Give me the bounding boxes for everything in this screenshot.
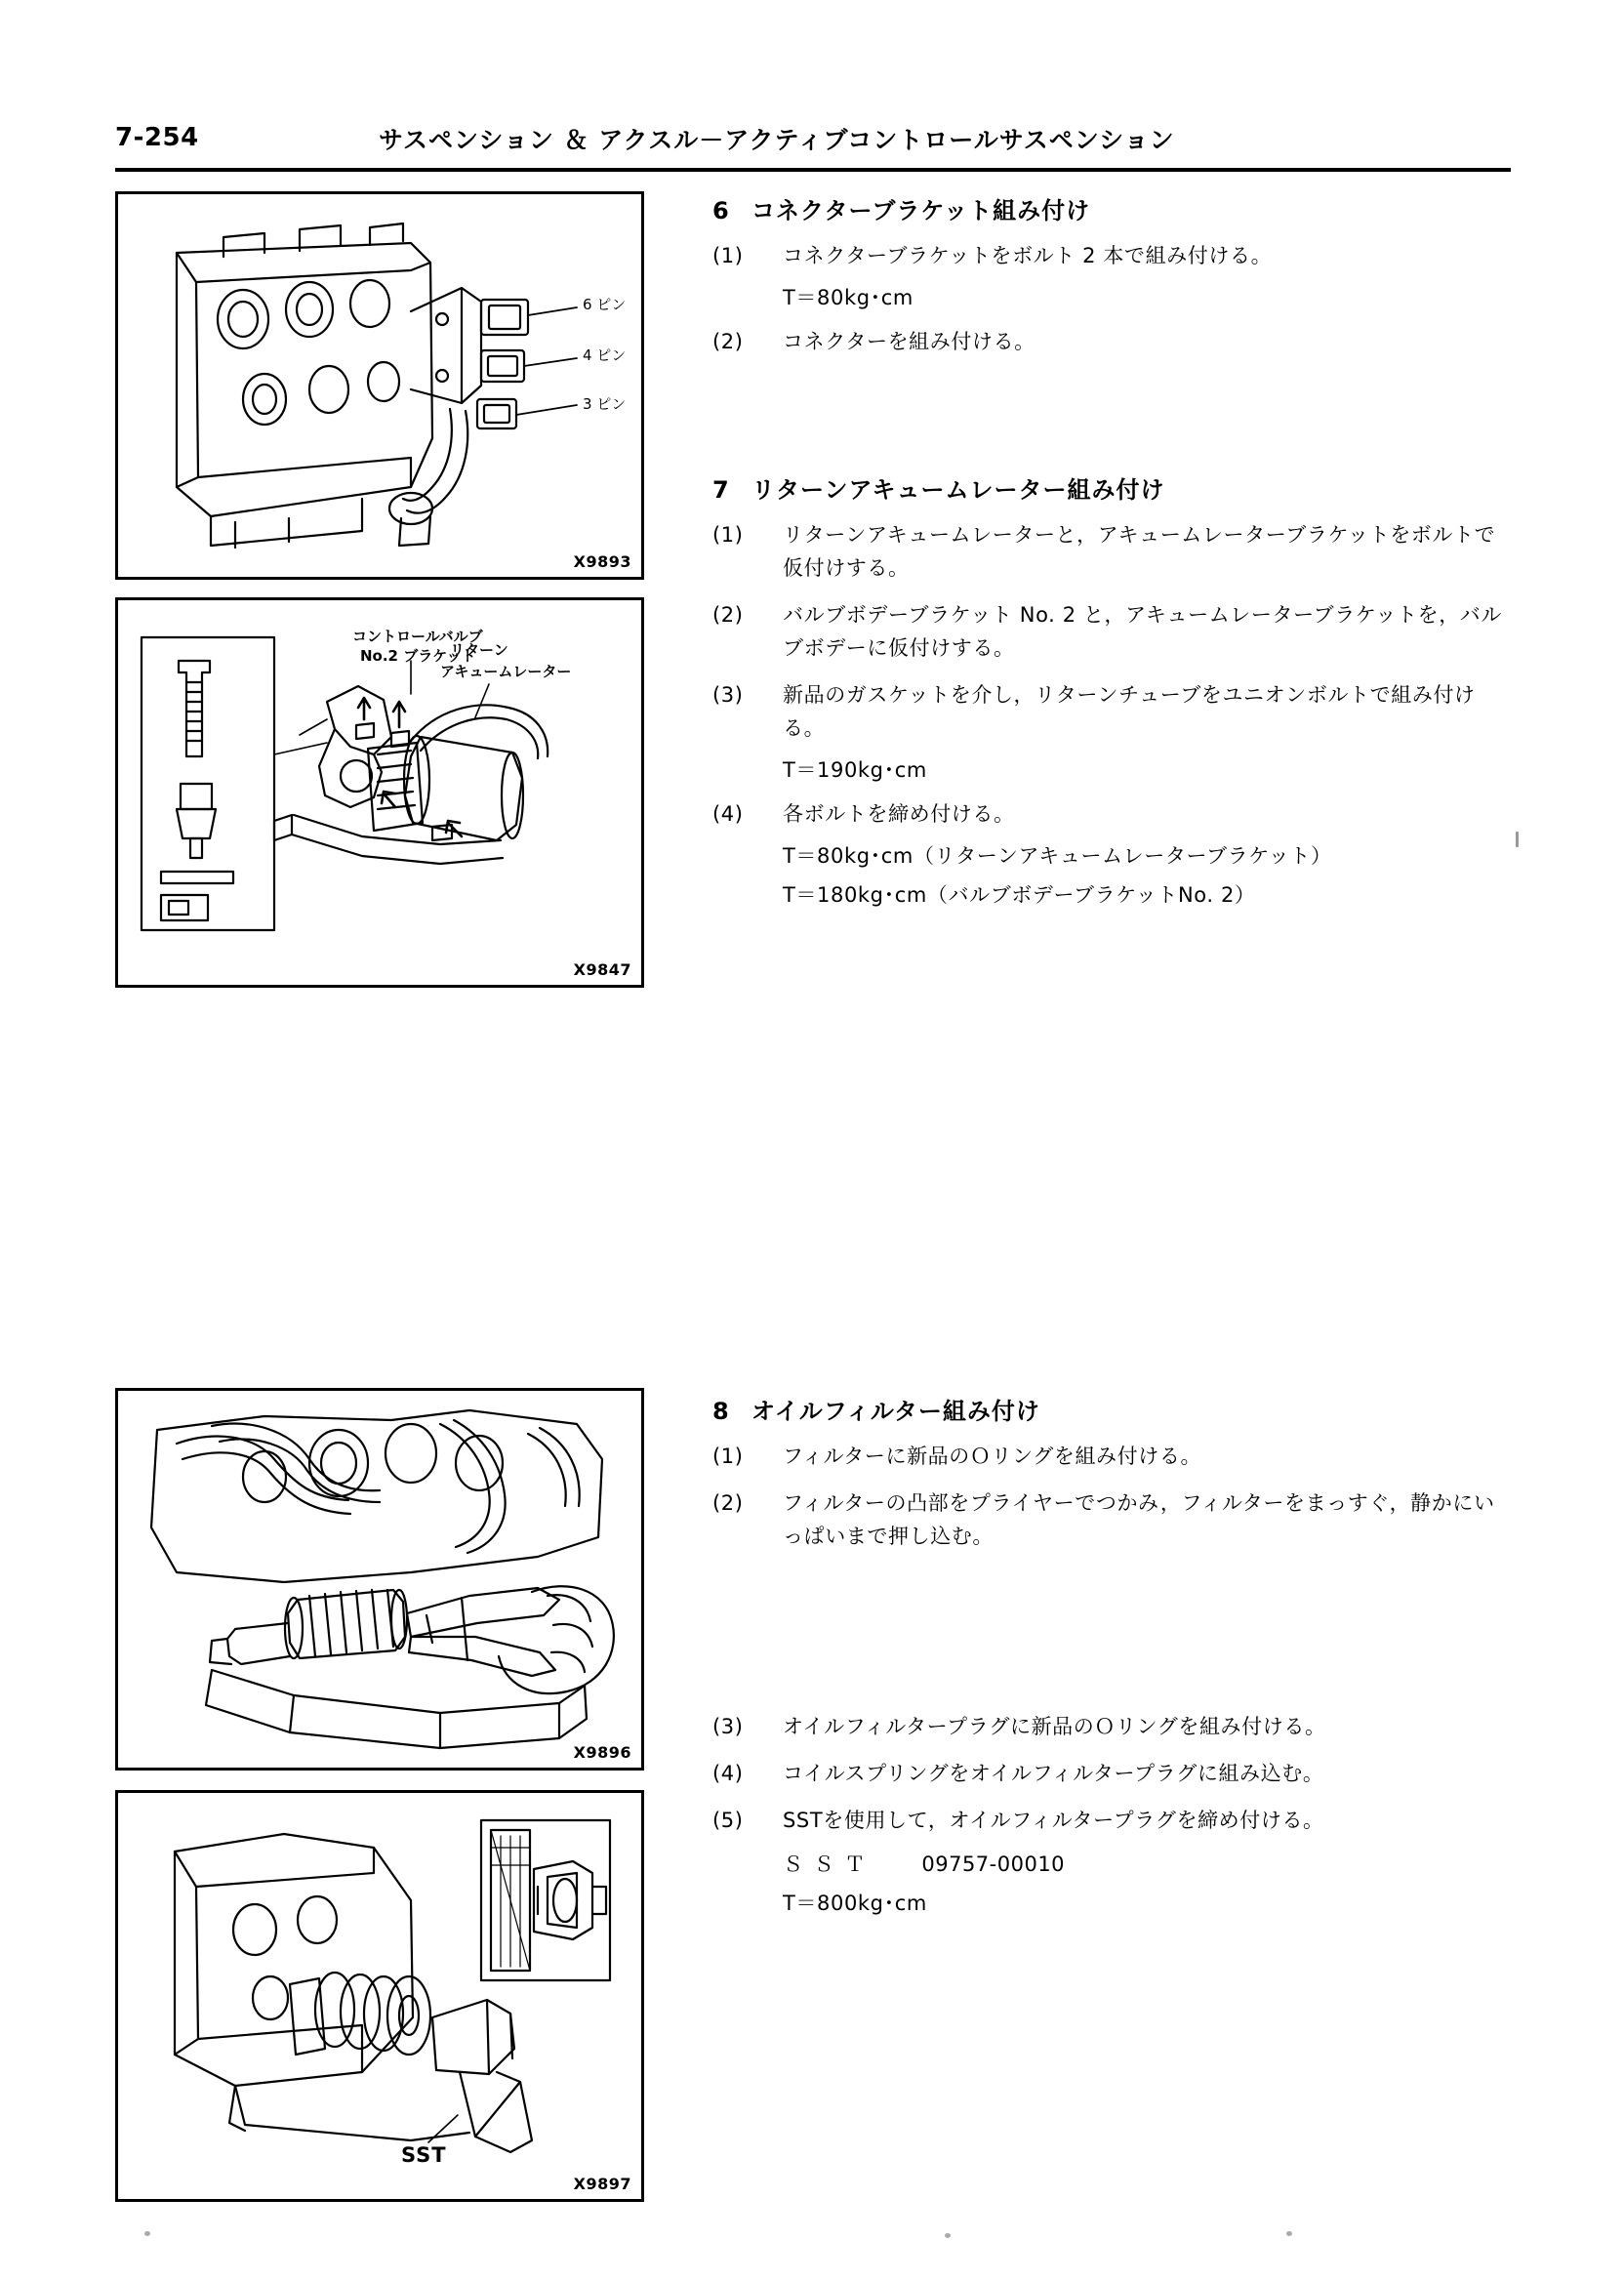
step-text: フィルターの凸部をプライヤーでつかみ，フィルターをまっすぐ，静かにいっぱいまで押し込む。	[783, 1491, 1495, 1549]
page-title: サスペンション ＆ アクスル－アクティブコントロールサスペンション	[379, 126, 1175, 154]
step-marker: (2)	[712, 603, 744, 628]
sst-reference	[712, 1849, 1513, 1878]
step-text: コイルスプリングをオイルフィルタープラグに組み込む。	[783, 1762, 1324, 1786]
step-item	[712, 1804, 1513, 1837]
step-marker: (1)	[712, 1445, 744, 1468]
torque-value: T＝800kg･cm	[783, 1892, 927, 1916]
figure-2-label-bracket-no2: No.2 ブラケット	[360, 647, 476, 665]
step-item	[712, 518, 1513, 585]
section-6-title: コネクターブラケット組み付け	[751, 197, 1091, 224]
section-8-number: 8	[712, 1398, 730, 1425]
figure-1-code: X9893	[573, 552, 631, 571]
section-6-number: 6	[712, 197, 730, 224]
figure-3-illustration	[118, 1391, 641, 1768]
step-item	[712, 325, 1513, 358]
figure-oil-filter-install	[115, 1388, 644, 1771]
step-text: リターンアキュームレーターと，アキュームレーターブラケットをボルトで仮付けする。	[783, 523, 1496, 581]
section-oil-filter	[712, 1392, 1513, 1553]
step-marker: (4)	[712, 802, 744, 827]
step-text: バルブボデーブラケット No. 2 と，アキュームレーターブラケットを，バルブボデーに仮付けする。	[783, 603, 1503, 661]
section-oil-filter-continued	[712, 1710, 1513, 1917]
page-number: 7-254	[115, 123, 199, 152]
torque-value: T＝80kg･cm	[783, 286, 914, 310]
step-item	[712, 598, 1513, 665]
step-item	[712, 1757, 1513, 1790]
step-marker: (5)	[712, 1809, 744, 1833]
step-marker: (3)	[712, 1715, 744, 1738]
page-header	[115, 115, 1511, 164]
step-marker: (2)	[712, 1491, 744, 1516]
step-text: オイルフィルタープラグに新品のＯリングを組み付ける。	[783, 1715, 1326, 1738]
step-text: コネクターブラケットをボルト 2 本で組み付ける。	[783, 244, 1273, 267]
section-6-heading	[712, 191, 1513, 225]
figure-4-label-sst: SST	[401, 2143, 447, 2167]
figure-2-label-return: リターン	[450, 641, 508, 659]
torque-value: T＝80kg･cm（リターンアキュームレーターブラケット）	[783, 844, 1332, 869]
torque-value: T＝180kg･cm（バルブボデーブラケットNo. 2）	[783, 883, 1256, 908]
section-7-title: リターンアキュームレーター組み付け	[751, 476, 1165, 504]
figure-2-label-control-valve: コントロールバルブ	[352, 628, 483, 645]
step-text: コネクターを組み付ける。	[783, 330, 1035, 354]
section-connector-bracket	[712, 191, 1513, 358]
step-text: SSTを使用して，オイルフィルタープラグを締め付ける。	[783, 1809, 1324, 1833]
step-marker: (1)	[712, 523, 744, 547]
print-speck	[1286, 2231, 1292, 2236]
figure-sst-plug	[115, 1790, 644, 2202]
section-return-accumulator	[712, 470, 1513, 909]
figure-connector-bracket	[115, 191, 644, 580]
step-item	[712, 797, 1513, 831]
torque-value: T＝190kg･cm	[783, 758, 927, 783]
step-item	[712, 1440, 1513, 1473]
step-text: 各ボルトを締め付ける。	[783, 802, 1015, 827]
step-item	[712, 239, 1513, 272]
figure-3-code: X9896	[573, 1743, 631, 1762]
figure-4-illustration	[118, 1793, 641, 2199]
step-text: フィルターに新品のＯリングを組み付ける。	[783, 1445, 1202, 1468]
step-marker: (1)	[712, 244, 744, 267]
figure-4-code: X9897	[573, 2175, 631, 2193]
section-7-number: 7	[712, 476, 730, 504]
sst-label: Ｓ Ｓ Ｔ	[783, 1852, 868, 1877]
step-marker: (4)	[712, 1762, 744, 1786]
print-speck	[945, 2233, 951, 2238]
section-7-heading	[712, 470, 1513, 505]
step-marker: (3)	[712, 683, 744, 708]
figure-1-label-4pin: 4 ピン	[583, 346, 627, 364]
header-divider	[115, 168, 1511, 172]
figure-1-label-3pin: 3 ピン	[583, 395, 627, 413]
section-8-title: オイルフィルター組み付け	[751, 1398, 1040, 1425]
sst-part-number: 09757-00010	[921, 1852, 1066, 1877]
figure-return-accumulator	[115, 597, 644, 988]
step-item	[712, 678, 1513, 745]
step-marker: (2)	[712, 330, 744, 354]
figure-1-label-6pin: 6 ピン	[583, 296, 627, 313]
figure-2-label-accumulator: アキュームレーター	[440, 663, 572, 680]
step-text: 新品のガスケットを介し，リターンチューブをユニオンボルトで組み付ける。	[783, 683, 1476, 741]
step-item	[712, 1486, 1513, 1553]
figure-2-code: X9847	[573, 960, 631, 979]
figure-1-illustration	[118, 194, 641, 577]
print-speck	[1516, 832, 1519, 847]
step-item	[712, 1710, 1513, 1743]
print-speck	[144, 2231, 150, 2236]
section-8-heading	[712, 1392, 1513, 1426]
